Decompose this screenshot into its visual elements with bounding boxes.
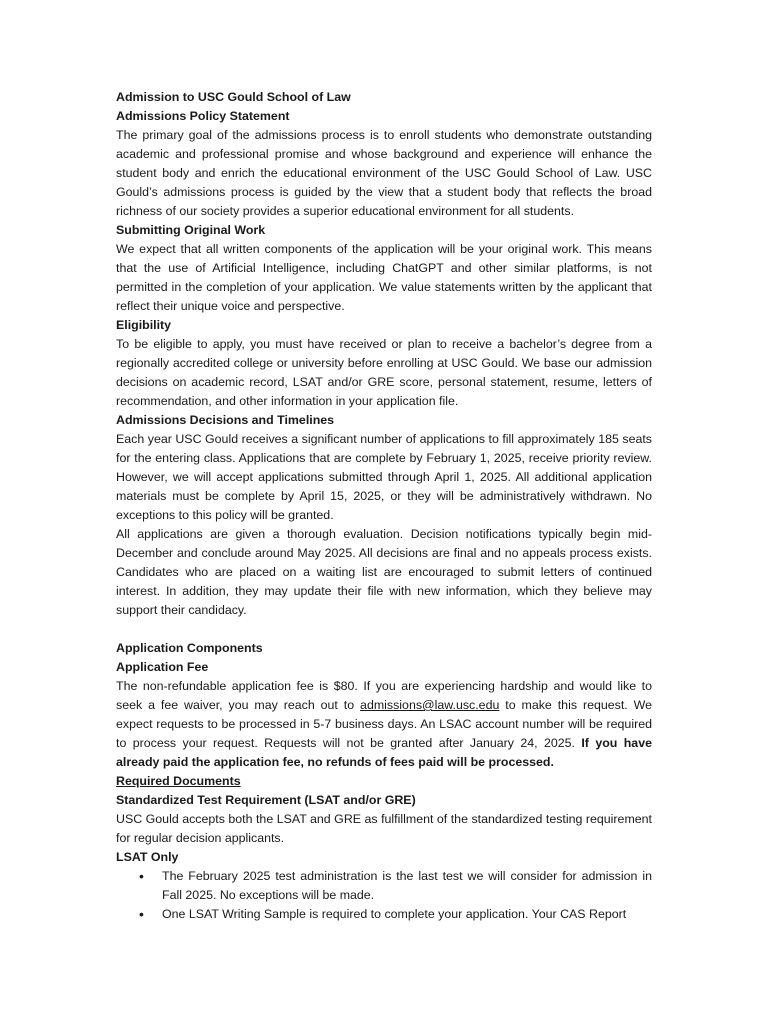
fee-refund-notice: If you have already paid the application fee, no refunds of fees paid will be processed. (116, 736, 652, 769)
test-requirement-paragraph: USC Gould accepts both the LSAT and GRE as fulfillment of the standardized testing requirement for regular decision applicants. (116, 812, 652, 845)
section-spacer (116, 620, 652, 639)
lsat-bullet-list (116, 867, 652, 924)
components-heading: Application Components (116, 641, 263, 655)
fee-text-2: to make this request. We expect requests to be processed in 5-7 business days. An LSAC account number will be required to process your request. Requests will not be granted after January 24, 2025. (116, 698, 652, 750)
lsat-only-heading: LSAT Only (116, 850, 179, 864)
eligibility-heading: Eligibility (116, 318, 172, 332)
fee-text-1: The non-refundable application fee is $80. If you are experiencing hardship and would like to seek a fee waiver, you may reach out to (116, 679, 652, 712)
decisions-paragraph-1: Each year USC Gould receives a significant number of applications to fill approximately 185 seats for the entering class. Applications that are complete by February 1, 2025, receive priority review. However, we will accept applications submitted through April 1, 2025. All additional application materials must be complete by April 15, 2025, or they will be administratively withdrawn. No exceptions to this policy will be granted. (116, 432, 652, 522)
original-work-paragraph: We expect that all written components of the application will be your original work. This means that the use of Artificial Intelligence, including ChatGPT and other similar platforms, is not permitted in the completion of your application. We value statements written by the applicant that reflect their unique voice and perspective. (116, 242, 652, 313)
list-item: • One LSAT Writing Sample is required to complete your application. Your CAS Report (162, 905, 652, 924)
policy-paragraph: The primary goal of the admissions process is to enroll students who demonstrate outstanding academic and professional promise and whose background and experience will enhance the student body and enrich the educational environment of the USC Gould School of Law. USC Gould’s admissions process is guided by the view that a student body that reflects the broad richness of our society provides a superior educational environment for all students. (116, 128, 652, 218)
fee-heading: Application Fee (116, 660, 209, 674)
document-title: Admission to USC Gould School of Law (116, 90, 351, 104)
admissions-email-link[interactable]: admissions@law.usc.edu (360, 698, 500, 712)
decisions-heading: Admissions Decisions and Timelines (116, 413, 335, 427)
test-requirement-heading: Standardized Test Requirement (LSAT and/or GRE) (116, 793, 416, 807)
eligibility-paragraph: To be eligible to apply, you must have received or plan to receive a bachelor’s degree from a regionally accredited college or university before enrolling at USC Gould. We base our admission decisions on academic record, LSAT and/or GRE score, personal statement, resume, letters of recommendation, and other information in your application file. (116, 337, 652, 408)
original-work-heading: Submitting Original Work (116, 223, 266, 237)
decisions-paragraph-2: All applications are given a thorough evaluation. Decision notifications typically begin mid-December and conclude around May 2025. All decisions are final and no appeals process exists. Candidates who are placed on a waiting list are encouraged to submit letters of continued interest. In addition, they may update their file with new information, which they believe may support their candidacy. (116, 527, 652, 617)
fee-paragraph (116, 677, 652, 772)
required-documents-heading: Required Documents (116, 774, 241, 788)
policy-heading: Admissions Policy Statement (116, 109, 290, 123)
list-item: • The February 2025 test administration is the last test we will consider for admission in Fall 2025. No exceptions will be made. (162, 867, 652, 905)
